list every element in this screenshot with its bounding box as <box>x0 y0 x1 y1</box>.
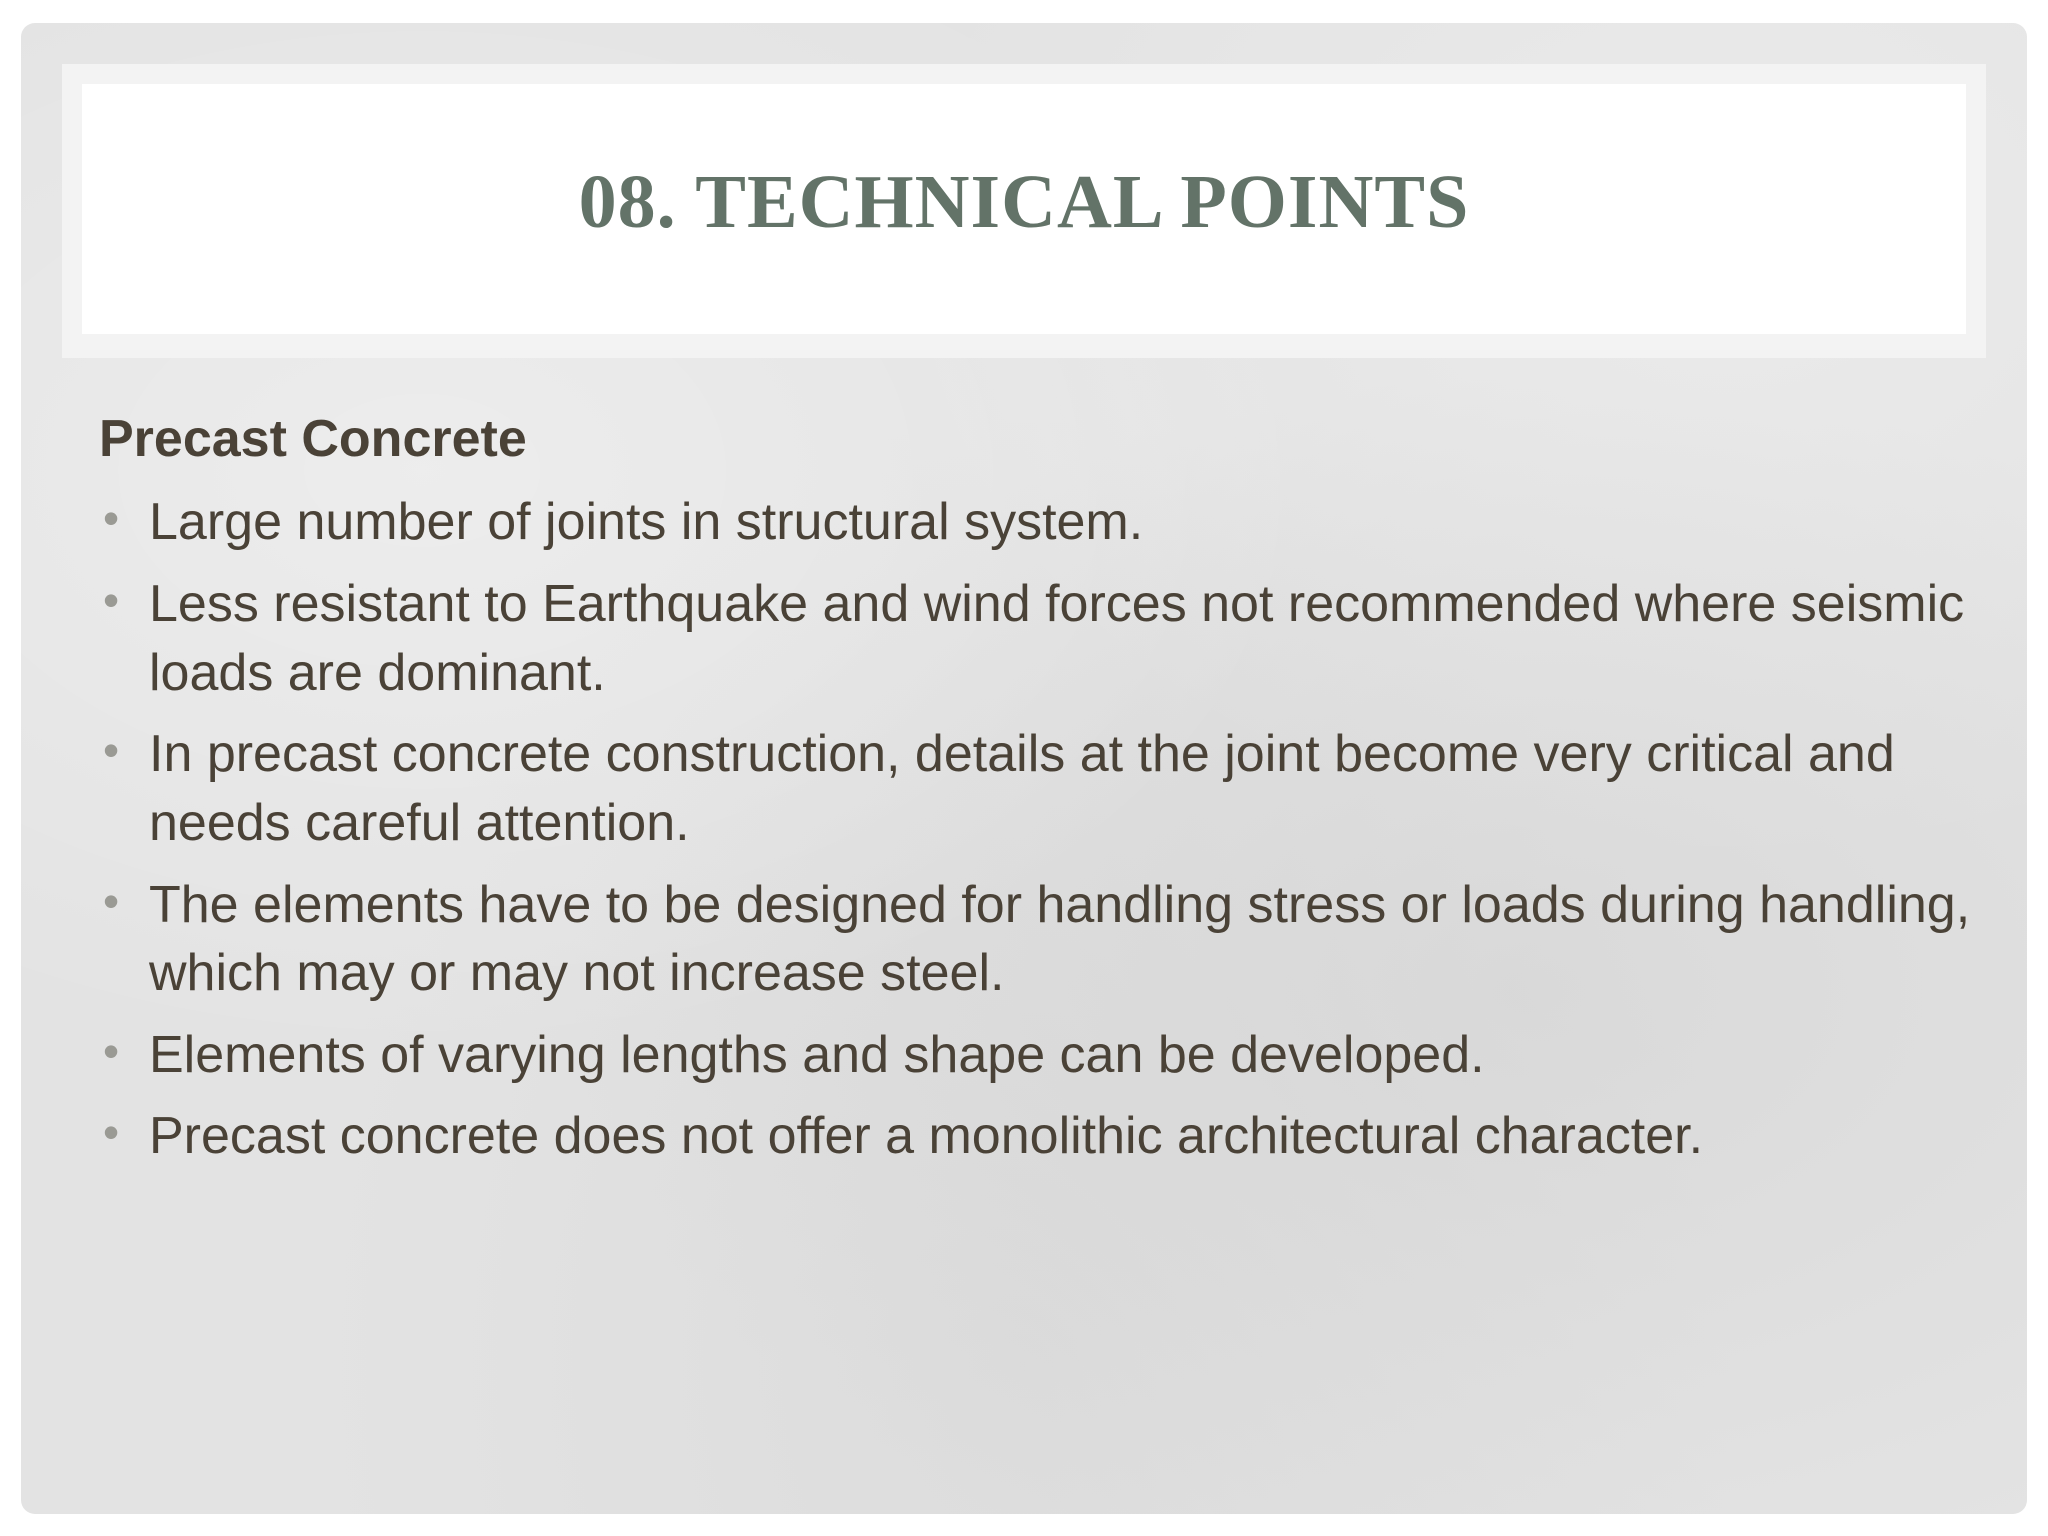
bullet-item <box>99 1021 1989 1090</box>
slide <box>21 23 2027 1514</box>
bullet-text: Less resistant to Earthquake and wind forces not recommended where seismic loads are dominant. <box>149 575 1965 702</box>
bullet-marker: • <box>103 492 120 545</box>
bullet-marker: • <box>103 1106 120 1159</box>
bullet-list <box>99 488 1989 1171</box>
bullet-marker: • <box>103 1024 120 1077</box>
bullet-item <box>99 720 1989 857</box>
bullet-marker: • <box>103 874 120 927</box>
bullet-text: In precast concrete construction, details at the joint become very critical and needs careful attention. <box>149 725 1895 852</box>
section-subheading: Precast Concrete <box>99 410 527 468</box>
bullet-text: The elements have to be designed for handling stress or loads during handling, which may or may not increase steel. <box>149 875 1971 1003</box>
bullet-item <box>99 488 1989 557</box>
bullet-item <box>99 871 1989 1008</box>
title-frame <box>62 64 1986 358</box>
bullet-item <box>99 570 1989 707</box>
bullet-marker: • <box>103 724 120 777</box>
bullet-item <box>99 1102 1989 1171</box>
slide-content <box>99 408 1989 1184</box>
title-box <box>82 84 1966 334</box>
bullet-marker: • <box>103 574 120 627</box>
slide-title: 08. TECHNICAL POINTS <box>578 160 1470 244</box>
bullet-text: Elements of varying lengths and shape can be developed. <box>149 1025 1485 1084</box>
bullet-text: Large number of joints in structural system. <box>149 493 1144 552</box>
bullet-text: Precast concrete does not offer a monolithic architectural character. <box>149 1107 1704 1166</box>
